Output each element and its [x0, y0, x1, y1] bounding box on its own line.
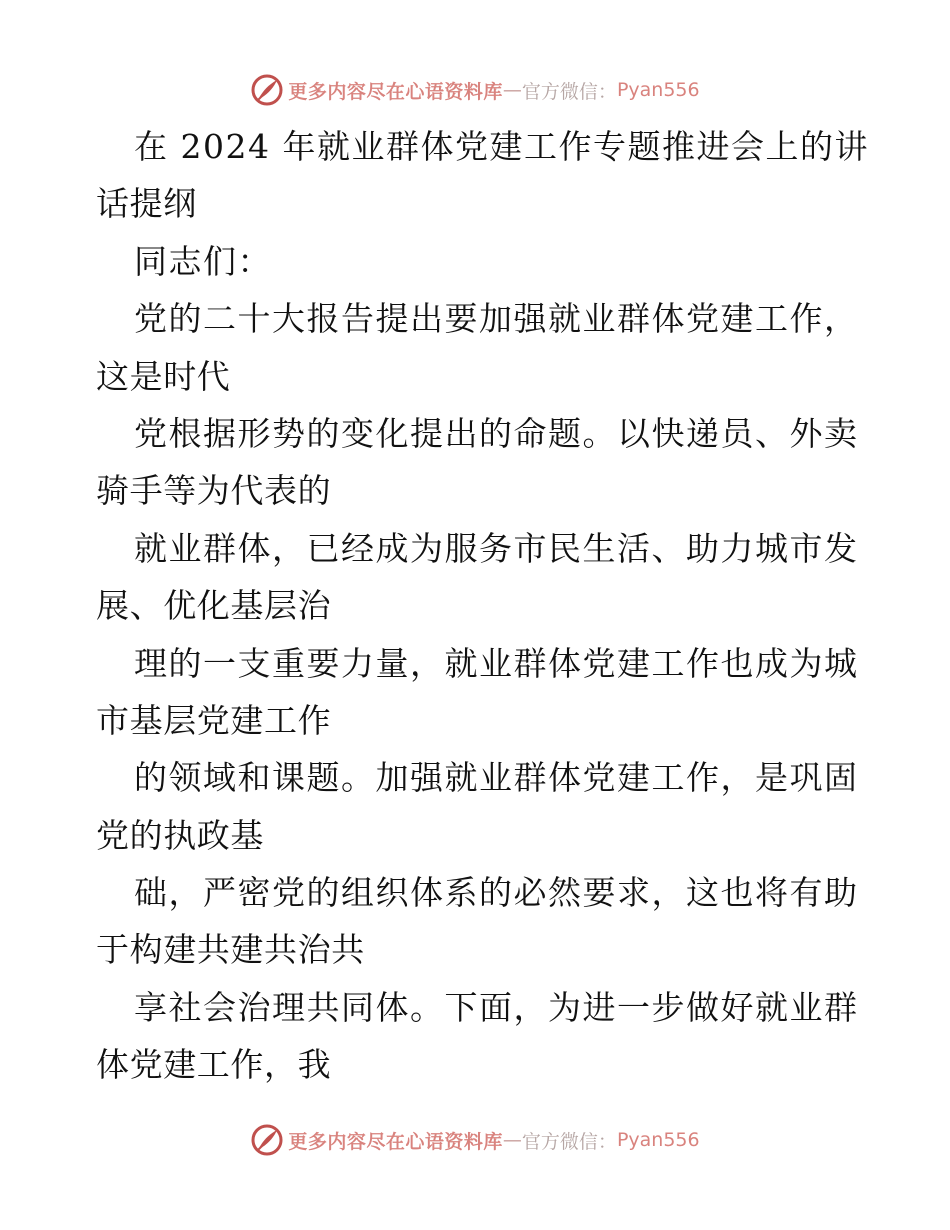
text-line: 党的执政基 — [96, 815, 264, 855]
text-line: 享社会治理共同体。下面，为进一步做好就业群 — [134, 987, 859, 1027]
watermark-dash: — — [502, 1129, 522, 1151]
watermark-wechat-id: Pyan556 — [616, 1129, 700, 1151]
document-body — [96, 118, 869, 1094]
text-line: 这是时代 — [96, 356, 231, 396]
quill-logo-icon — [250, 73, 284, 107]
watermark-wechat-label: 官方微信： — [521, 80, 617, 103]
text-line: 的领域和课题。加强就业群体党建工作，是巩固 — [134, 758, 859, 798]
text-line: 党的二十大报告提出要加强就业群体党建工作， — [134, 299, 859, 339]
quill-logo-icon — [250, 1123, 284, 1157]
text-line: 话提纲 — [96, 184, 197, 224]
text-line: 展、优化基层治 — [96, 586, 332, 626]
watermark-wechat-id: Pyan556 — [616, 79, 700, 101]
footer-watermark — [0, 1120, 950, 1160]
watermark-dash: — — [502, 79, 522, 101]
text-line: 于构建共建共治共 — [96, 930, 365, 970]
text-line: 党根据形势的变化提出的命题。以快递员、外卖 — [134, 413, 859, 453]
text-line: 础，严密党的组织体系的必然要求，这也将有助 — [134, 873, 859, 913]
watermark-text: 更多内容尽在心语资料库 — [288, 80, 503, 103]
watermark-wechat-label: 官方微信： — [521, 1130, 617, 1153]
watermark-text: 更多内容尽在心语资料库 — [288, 1130, 503, 1153]
text-line: 理的一支重要力量，就业群体党建工作也成为城 — [134, 643, 859, 683]
text-line: 就业群体，已经成为服务市民生活、助力城市发 — [134, 528, 859, 568]
text-line: 同志们： — [134, 241, 272, 281]
text-line: 在 2024 年就业群体党建工作专题推进会上的讲 — [134, 127, 869, 166]
text-line: 体党建工作，我 — [96, 1045, 332, 1085]
text-line: 骑手等为代表的 — [96, 471, 332, 511]
text-line: 市基层党建工作 — [96, 700, 332, 740]
header-watermark — [0, 70, 950, 110]
